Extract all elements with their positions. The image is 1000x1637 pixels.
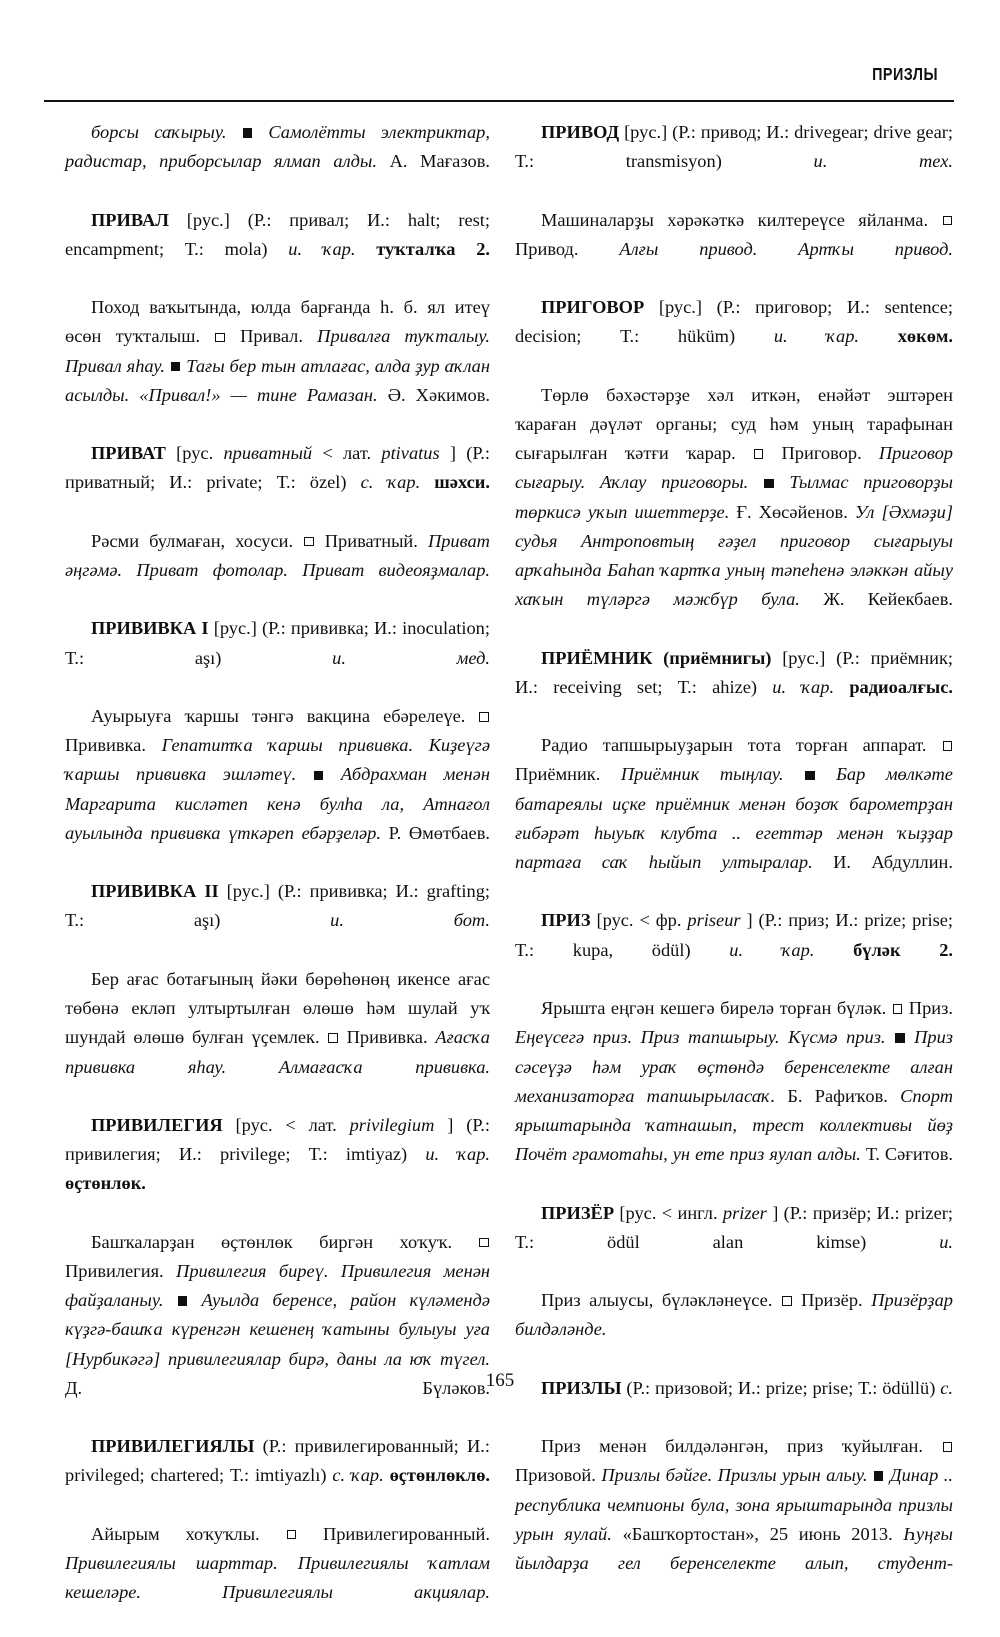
roman-run: (Р.: призовой; И.: prize; prise; Т.: ödüllü) bbox=[626, 1377, 936, 1398]
bold-run: ПРИВИВКА I bbox=[91, 618, 209, 639]
roman-run: Д. Бүләков. bbox=[65, 1377, 490, 1398]
roman-run: [рус. < фр. bbox=[596, 910, 682, 931]
italic-run: Ул [Әхмәҙи] судья Антроповтың ғәҙел приговор сығарыуы арҡаһында Баһап ҡартҡа уның тәпеһенә эләккән айыу хаҡын түләргә мәжбүр була. bbox=[515, 501, 953, 610]
open-square-marker-icon bbox=[782, 1296, 792, 1306]
roman-run: Приз менән билдәләнгән, приз ҡуйылған. bbox=[541, 1436, 923, 1457]
italic-run: Приз сәсеүҙә һәм ураҡ өҫтөндә беренселекте алған механизаторға тапшырыласаҡ. bbox=[515, 1027, 953, 1106]
roman-run: Приз. bbox=[908, 998, 953, 1019]
open-square-marker-icon bbox=[754, 449, 764, 459]
roman-run: Привал. bbox=[240, 326, 303, 347]
roman-run: Бер ағас ботағының йәки бөрөһөнөң икенсе ағас төбөнә екләп ултыртылған өлөшө һәм шулай уҡ шундай өлөшө булған үҫемлек. bbox=[65, 968, 490, 1048]
bold-run: ПРИВАТ bbox=[91, 443, 166, 464]
dictionary-entry-head bbox=[65, 206, 490, 294]
dictionary-entry-definition bbox=[65, 527, 490, 615]
roman-run: Приёмник. bbox=[515, 764, 601, 785]
bold-run: өҫтөнлөк. bbox=[65, 1173, 146, 1194]
roman-run: А. Мағазов. bbox=[389, 151, 490, 172]
open-square-marker-icon bbox=[943, 1442, 953, 1452]
roman-run: [рус.] (Р.: прививка; И.: grafting; Т.: aşı) bbox=[65, 881, 490, 931]
roman-run: [рус.] (Р.: прививка; И.: inoculation; Т.: aşı) bbox=[65, 618, 490, 668]
open-square-marker-icon bbox=[328, 1033, 338, 1043]
italic-run: и. ҡар. bbox=[288, 238, 356, 259]
roman-run: ] (Р.: привилегия; И.: privilege; Т.: imtiyaz) bbox=[65, 1114, 490, 1165]
roman-run: [рус.] (Р.: привал; И.: halt; rest; encampment; Т.: mola) bbox=[65, 209, 490, 259]
italic-run: Привилегия биреү. Привилегия менән файҙаланыу. bbox=[65, 1260, 490, 1311]
roman-run: Ж. Кейекбаев. bbox=[823, 589, 953, 610]
roman-run: Р. Өмөтбаев. bbox=[388, 822, 490, 843]
dictionary-entry-head bbox=[65, 439, 490, 527]
roman-run: [рус.] (Р.: приёмник; И.: receiving set; Т.: ahize) bbox=[515, 647, 953, 697]
dictionary-entry-head bbox=[65, 1111, 490, 1228]
roman-run: Ауырыуға ҡаршы тәнгә вакцина ебәрелеүе. bbox=[91, 706, 466, 727]
roman-run: (Р.: привилегированный; И.: privileged; chartered; Т.: imtiyazlı) bbox=[65, 1436, 490, 1486]
roman-run: Айырым хоҡуҡлы. bbox=[91, 1523, 260, 1544]
roman-run: Т. Сәғитов. bbox=[865, 1144, 953, 1165]
roman-run: «Башҡортостан», 25 июнь 2013. bbox=[622, 1523, 893, 1544]
italic-run: Динар .. республика чемпионы була, зона ярыштарында призлы урын яулай. bbox=[515, 1465, 953, 1544]
filled-square-marker-icon bbox=[243, 128, 253, 138]
roman-run: Приватный. bbox=[324, 530, 418, 551]
dictionary-entry-head bbox=[515, 118, 953, 206]
dictionary-entry-head bbox=[515, 1199, 953, 1287]
header-rule bbox=[44, 100, 954, 102]
roman-run: Ә. Хәкимов. bbox=[387, 384, 490, 405]
italic-run: и. ҡар. bbox=[772, 676, 835, 697]
roman-run: Прививка. bbox=[346, 1027, 428, 1048]
dictionary-entry-definition bbox=[65, 1228, 490, 1432]
bold-run: бүләк 2. bbox=[853, 939, 953, 960]
italic-run: Приговор сығарыу. Аҡлау приговоры. bbox=[515, 443, 954, 493]
filled-square-marker-icon bbox=[171, 362, 181, 372]
roman-run: Рәсми булмаған, хосуси. bbox=[91, 530, 294, 551]
italic-run: Привилегиялы шарттар. Привилегиялы ҡатлам кешеләре. Привилегиялы акциялар. bbox=[65, 1552, 490, 1603]
roman-run: Радио тапшырыуҙарын тота торған аппарат. bbox=[541, 735, 927, 756]
italic-run: Призёрҙар билдәләнде. bbox=[515, 1290, 953, 1340]
roman-run: Приговор. bbox=[781, 443, 862, 464]
dictionary-entry-definition bbox=[65, 293, 490, 439]
dictionary-entry-definition bbox=[515, 206, 953, 294]
bold-run: ПРИВИЛЕГИЯ bbox=[91, 1114, 223, 1135]
italic-run: с. ҡар. bbox=[360, 472, 421, 493]
roman-run: ] (Р.: приз; И.: prize; prise; Т.: kupa, ödül) bbox=[515, 910, 953, 960]
roman-run: [рус.] (Р.: привод; И.: drivegear; drive gear; Т.: transmisyon) bbox=[515, 122, 953, 172]
italic-run: ptivatus bbox=[381, 443, 440, 464]
roman-run: Прививка. bbox=[65, 735, 146, 756]
dictionary-entry-definition bbox=[515, 381, 953, 644]
bold-run: радиоалғыс. bbox=[849, 676, 953, 697]
roman-run: [рус. bbox=[176, 443, 214, 464]
text-continuation bbox=[65, 118, 490, 206]
open-square-marker-icon bbox=[304, 537, 314, 547]
bold-run: ПРИВИВКА II bbox=[91, 881, 219, 902]
bold-run: (приёмнигы) bbox=[663, 647, 772, 668]
dictionary-entry-head bbox=[515, 644, 953, 732]
open-square-marker-icon bbox=[943, 216, 953, 226]
filled-square-marker-icon bbox=[178, 1296, 188, 1306]
italic-run: и. тех. bbox=[813, 151, 953, 172]
italic-run: с. ҡар. bbox=[332, 1465, 384, 1486]
dictionary-entry-head bbox=[515, 906, 953, 994]
roman-run: Поход ваҡытында, юлда барғанда һ. б. ял итеү өсөн туҡталыш. bbox=[65, 297, 490, 347]
italic-run: и. ҡар. bbox=[729, 939, 815, 960]
roman-run: Привод. bbox=[515, 238, 579, 259]
italic-run: Приват әңгәмә. Приват фотолар. Приват видеояҙмалар. bbox=[65, 530, 490, 581]
italic-run: Ауылда беренсе, район күләмендә күҙгә-башҡа күренгән кешенең ҡатыны булыуы уға [Нурбикәгә] привилегиялар бирә, даны ла юҡ түгел. bbox=[65, 1290, 491, 1369]
roman-run: Ғ. Хөсәйенов. bbox=[736, 501, 848, 522]
roman-run: ] (Р.: призёр; И.: prizer; Т.: ödül alan kimse) bbox=[515, 1202, 953, 1252]
italic-run: Еңеүсегә приз. Приз тапшырыу. Күсмә приз. bbox=[515, 1027, 886, 1048]
dictionary-entry-definition bbox=[65, 1520, 490, 1637]
dictionary-entry-definition bbox=[515, 1432, 953, 1607]
italic-run: Приёмник тыңлау. bbox=[620, 764, 784, 785]
dictionary-entry-definition bbox=[65, 702, 490, 877]
roman-run: Призовой. bbox=[515, 1465, 596, 1486]
italic-run: prizer bbox=[722, 1202, 767, 1223]
roman-run: Төрлө бәхәстәрҙе хәл иткән, енәйәт эштәрен ҡараған дәүләт органы; суд һәм уның тарафынан сығарылған ҡәтғи ҡарар. bbox=[515, 384, 953, 464]
bold-run: ПРИЗ bbox=[541, 910, 591, 931]
dictionary-entry-head bbox=[65, 877, 490, 965]
filled-square-marker-icon bbox=[764, 479, 774, 489]
italic-run: с. bbox=[940, 1377, 953, 1398]
dictionary-entry-head bbox=[515, 293, 953, 381]
roman-run: < лат. bbox=[322, 443, 372, 464]
open-square-marker-icon bbox=[287, 1530, 297, 1540]
italic-run: Бар мөлкәте батареялы иҫке приёмник менән боҙоҡ барометрҙан ғибәрәт һыуыҡ клубта .. егеттәр менән ҡыҙҙар партаға саҡ һыйып ултыралар. bbox=[515, 764, 953, 873]
italic-run: Һуңғы йылдарҙа гел беренселекте алып, студент- bbox=[515, 1523, 953, 1573]
page-number: 165 bbox=[485, 1370, 515, 1391]
italic-run: privilegium bbox=[349, 1114, 435, 1135]
open-square-marker-icon bbox=[479, 712, 489, 722]
italic-run: Абдрахман менән Маргарита кисләтеп кенә булһа ла, Атнағол ауылында прививка үткәреп ебәрҙеләр. bbox=[65, 764, 490, 843]
dictionary-entry-definition bbox=[515, 1286, 953, 1374]
italic-run: и. мед. bbox=[332, 647, 490, 668]
roman-run: Привилегия. bbox=[65, 1260, 164, 1281]
open-square-marker-icon bbox=[943, 741, 953, 751]
roman-run: Призёр. bbox=[801, 1290, 863, 1311]
dictionary-entry-head bbox=[65, 1432, 490, 1520]
italic-run: приватный bbox=[223, 443, 313, 464]
italic-run: Тағы бер тын атлағас, алда ҙур аҡлан асылды. «Привал!» — тине Рамазан. bbox=[65, 355, 491, 405]
roman-run: Машиналарҙы хәрәкәткә килтереүсе яйланма. bbox=[541, 209, 929, 230]
filled-square-marker-icon bbox=[874, 1471, 884, 1481]
italic-run: Ағасҡа прививка яһау. Алмағасҡа прививка. bbox=[65, 1027, 490, 1077]
dictionary-entry-definition bbox=[65, 965, 490, 1111]
bold-run: шәхси. bbox=[434, 472, 490, 493]
roman-run: ] (Р.: приватный; И.: private; Т.: özel) bbox=[65, 443, 490, 493]
roman-run: Б. Рафиҡов. bbox=[787, 1085, 888, 1106]
roman-run: Башҡаларҙан өҫтөнлөк биргән хоҡуҡ. bbox=[91, 1231, 453, 1252]
open-square-marker-icon bbox=[479, 1238, 489, 1248]
roman-run: [рус.] (Р.: приговор; И.: sentence; decision; Т.: hüküm) bbox=[515, 297, 953, 347]
dictionary-entry-head bbox=[65, 614, 490, 702]
bold-run: туҡталҡа 2. bbox=[376, 238, 491, 259]
bold-run: ПРИЗЁР bbox=[541, 1202, 615, 1223]
bold-run: ПРИЁМНИК bbox=[541, 647, 653, 668]
italic-run: борсы саҡырыу. bbox=[91, 122, 227, 142]
italic-run: и. ҡар. bbox=[425, 1144, 490, 1165]
roman-run: И. Абдуллин. bbox=[833, 852, 953, 873]
italic-run: Самолётты электриктар, радистар, приборсылар ялмап алды. bbox=[65, 122, 490, 172]
italic-run: Алғы привод. Артҡы привод. bbox=[619, 238, 953, 259]
running-head: ПРИЗЛЫ bbox=[872, 64, 938, 84]
roman-run: Привилегированный. bbox=[322, 1523, 490, 1544]
italic-run: и. бот. bbox=[330, 910, 490, 931]
open-square-marker-icon bbox=[215, 333, 225, 343]
bold-run: ПРИГОВОР bbox=[541, 297, 645, 318]
bold-run: ПРИВОД bbox=[541, 122, 620, 142]
italic-run: priseur bbox=[687, 910, 741, 931]
roman-run: Приз алыусы, бүләкләнеүсе. bbox=[541, 1290, 773, 1311]
filled-square-marker-icon bbox=[805, 771, 815, 781]
roman-run: [рус. < лат. bbox=[235, 1114, 337, 1135]
open-square-marker-icon bbox=[893, 1004, 903, 1014]
filled-square-marker-icon bbox=[314, 771, 324, 781]
italic-run: Призлы бәйге. Призлы урын алыу. bbox=[601, 1465, 868, 1486]
italic-run: Спорт ярыштарында ҡатнашып, трест коллективы йөҙ Почёт грамотаһы, ун ете приз яулап алды. bbox=[515, 1085, 953, 1165]
bold-run: ПРИВАЛ bbox=[91, 209, 169, 230]
italic-run: Тылмас приговорҙы төркисә уҡып ишеттерҙе. bbox=[515, 472, 953, 522]
bold-run: ПРИВИЛЕГИЯЛЫ bbox=[91, 1436, 255, 1457]
roman-run: Ярышта еңгән кешегә бирелә торған бүләк. bbox=[541, 998, 887, 1019]
italic-run: и. ҡар. bbox=[773, 326, 859, 347]
dictionary-entry-definition bbox=[515, 994, 953, 1198]
italic-run: Гепатитҡа ҡаршы прививка. Киҙеүгә ҡаршы прививка эшләтеү. bbox=[65, 735, 490, 785]
left-column bbox=[65, 118, 490, 1637]
italic-run: и. bbox=[939, 1231, 953, 1252]
dictionary-entry-definition bbox=[515, 731, 953, 906]
roman-run: [рус. < ингл. bbox=[619, 1202, 718, 1223]
bold-run: өҫтөнлөклө. bbox=[389, 1465, 490, 1486]
bold-run: ПРИЗЛЫ bbox=[541, 1377, 622, 1398]
italic-run: Привалға туҡталыу. Привал яһау. bbox=[65, 326, 490, 376]
filled-square-marker-icon bbox=[895, 1033, 905, 1043]
bold-run: хөкөм. bbox=[897, 326, 954, 347]
